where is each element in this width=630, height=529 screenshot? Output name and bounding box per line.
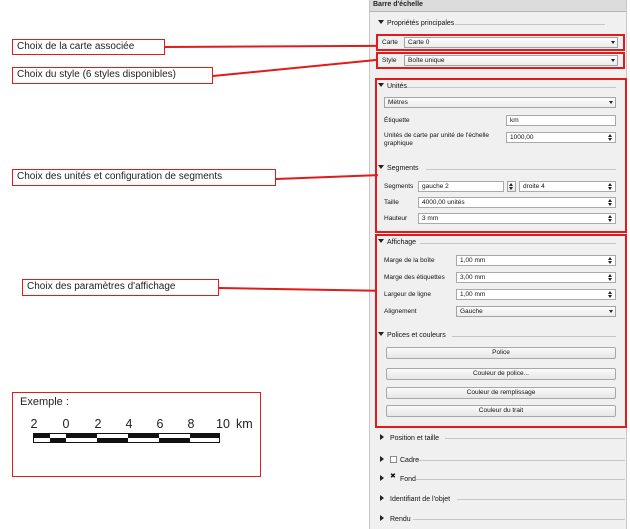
units-highlight-box	[375, 78, 627, 233]
panel-title: Barre d'échelle	[370, 0, 626, 11]
line-width-value: 1,00 mm	[460, 291, 486, 298]
fill-color-button[interactable]: Couleur de remplissage	[386, 387, 616, 399]
render-label: Rendu	[390, 516, 411, 523]
collapsed-arrow-icon	[380, 475, 384, 481]
scalebar-segment	[97, 438, 128, 442]
map-combobox-value: Carte 0	[408, 39, 430, 46]
segments-header-label: Segments	[387, 165, 419, 172]
units-combobox-value: Mètres	[388, 99, 408, 106]
label-text-label: Étiquette	[384, 117, 410, 124]
main-props-rule	[455, 24, 605, 25]
map-highlight-box	[376, 34, 625, 51]
segments-right-value: droite 4	[523, 183, 545, 190]
font-button[interactable]: Police	[386, 347, 616, 359]
map-units-label-line2: graphique	[384, 140, 413, 147]
display-header-label: Affichage	[387, 239, 417, 246]
example-box	[12, 392, 261, 477]
render-rule	[413, 519, 625, 520]
tick-label: 2	[30, 417, 38, 431]
label-text-input[interactable]: km	[506, 115, 616, 126]
display-connector-line	[219, 287, 377, 292]
collapsed-arrow-icon	[380, 456, 384, 462]
main-props-header-label: Propriétés principales	[387, 20, 455, 27]
map-callout: Choix de la carte associée	[12, 39, 165, 55]
position-size-label: Position et taille	[390, 435, 440, 442]
collapsed-arrow-icon	[380, 434, 384, 440]
height-label: Hauteur	[384, 215, 408, 222]
scalebar-segment	[66, 434, 97, 438]
fonts-colors-header-label: Polices et couleurs	[387, 332, 446, 339]
style-highlight-box	[376, 52, 625, 69]
map-label: Carte	[382, 39, 398, 46]
background-group[interactable]	[380, 475, 416, 483]
item-id-group[interactable]	[380, 495, 450, 503]
collapsed-arrow-icon	[380, 515, 384, 521]
label-margin-value: 3,00 mm	[460, 274, 486, 281]
box-margin-label: Marge de la boîte	[384, 257, 435, 264]
box-margin-value: 1,00 mm	[460, 257, 486, 264]
frame-rule	[417, 460, 625, 461]
example-title: Exemple :	[20, 396, 69, 408]
scalebar-segment	[128, 434, 159, 438]
background-rule	[416, 479, 625, 480]
background-label: Fond	[400, 476, 416, 483]
collapsed-arrow-icon	[380, 495, 384, 501]
size-label: Taille	[384, 199, 399, 206]
item-id-label: Identifiant de l'objet	[390, 496, 451, 503]
scalebar-segment	[159, 438, 190, 442]
tick-label: 6	[156, 417, 164, 431]
style-callout: Choix du style (6 styles disponibles)	[12, 67, 213, 84]
stroke-color-button[interactable]: Couleur du trait	[386, 405, 616, 417]
alignment-value: Gauche	[460, 308, 483, 315]
font-color-button[interactable]: Couleur de police...	[386, 368, 616, 380]
render-group[interactable]	[380, 515, 411, 523]
example-unit: km	[236, 417, 253, 431]
map-units-value: 1000,00	[510, 134, 534, 141]
height-value: 3 mm	[422, 215, 439, 222]
frame-checkbox[interactable]	[390, 456, 397, 463]
style-combobox-value: Boîte unique	[408, 57, 445, 64]
scalebar-segment	[34, 434, 50, 438]
style-connector-line	[213, 59, 377, 77]
segments-left-value: gauche 2	[422, 183, 449, 190]
alignment-label: Alignement	[384, 308, 417, 315]
position-size-group[interactable]	[380, 434, 439, 442]
units-callout: Choix des unités et configuration de segments	[12, 169, 276, 186]
position-size-rule	[445, 438, 625, 439]
line-width-label: Largeur de ligne	[384, 291, 431, 298]
scalebar-segment	[190, 434, 219, 438]
units-header-label: Unités	[387, 83, 407, 90]
tick-label: 2	[94, 417, 102, 431]
segments-label: Segments	[384, 183, 414, 190]
tick-label: 10	[216, 417, 230, 431]
display-callout: Choix des paramètres d'affichage	[22, 279, 219, 296]
item-id-rule	[457, 499, 625, 500]
tick-label: 8	[187, 417, 195, 431]
label-margin-label: Marge des étiquettes	[384, 274, 445, 281]
example-scalebar	[33, 433, 220, 443]
frame-label: Cadre	[400, 457, 420, 464]
map-connector-line	[165, 45, 377, 48]
expand-arrow-icon	[378, 20, 384, 24]
frame-group[interactable]	[380, 456, 419, 464]
main-props-header[interactable]	[378, 20, 454, 27]
map-units-label-line1: Unités de carte par unité de l'échelle	[384, 132, 489, 139]
units-connector-line	[276, 174, 378, 180]
style-label: Style	[382, 57, 397, 64]
size-value: 4000,00 unités	[422, 199, 465, 206]
tick-label: 4	[125, 417, 133, 431]
display-highlight-box	[375, 234, 627, 428]
tick-label: 0	[62, 417, 70, 431]
title-divider	[370, 11, 626, 12]
background-checkbox[interactable]	[390, 475, 397, 482]
scalebar-segment	[50, 438, 66, 442]
